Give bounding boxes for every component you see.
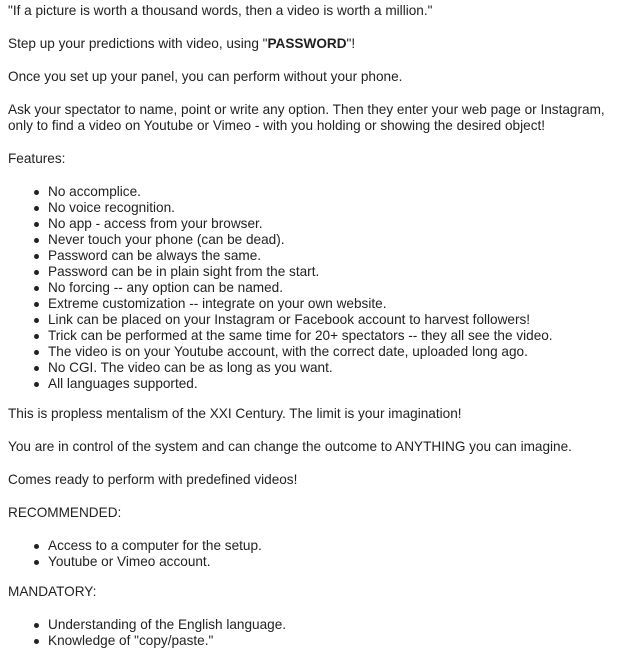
list-item: Password can be in plain sight from the start. xyxy=(48,264,633,280)
list-item: Understanding of the English language. xyxy=(48,617,633,633)
list-item: Knowledge of "copy/paste." xyxy=(48,633,633,649)
list-item: All languages supported. xyxy=(48,376,633,392)
mandatory-heading: MANDATORY: xyxy=(8,584,97,599)
intro-text xyxy=(8,36,633,52)
list-item: No app - access from your browser. xyxy=(48,216,633,232)
list-item: Trick can be performed at the same time for 20+ spectators -- they all see the video. xyxy=(48,328,633,344)
list-item: No voice recognition. xyxy=(48,200,633,216)
list-item: No forcing -- any option can be named. xyxy=(48,280,633,296)
setup-text: Once you set up your panel, you can perform without your phone. xyxy=(8,69,403,84)
intro-after: "! xyxy=(346,36,356,51)
list-item: Password can be always the same. xyxy=(48,248,633,264)
list-item: Access to a computer for the setup. xyxy=(48,538,633,554)
ready-text: Comes ready to perform with predefined videos! xyxy=(8,472,298,487)
list-item: No CGI. The video can be as long as you want. xyxy=(48,360,633,376)
mandatory-list xyxy=(8,617,633,649)
list-item: Link can be placed on your Instagram or Facebook account to harvest followers! xyxy=(48,312,633,328)
features-list xyxy=(8,184,633,392)
description-text: Ask your spectator to name, point or write any option. Then they enter your web page or Instagram, only to find a video on Youtube or Vimeo - with you holding or showing the desired object! xyxy=(8,102,605,133)
recommended-list xyxy=(8,538,633,570)
intro-before: Step up your predictions with video, using " xyxy=(8,36,268,51)
list-item: The video is on your Youtube account, with the correct date, uploaded long ago. xyxy=(48,344,633,360)
recommended-heading: RECOMMENDED: xyxy=(8,505,122,520)
list-item: Extreme customization -- integrate on your own website. xyxy=(48,296,633,312)
list-item: Youtube or Vimeo account. xyxy=(48,554,633,570)
password-keyword: PASSWORD xyxy=(267,36,347,51)
list-item: No accomplice. xyxy=(48,184,633,200)
propless-text: This is propless mentalism of the XXI Century. The limit is your imagination! xyxy=(8,406,462,421)
quote-text: "If a picture is worth a thousand words, then a video is worth a million." xyxy=(8,3,433,18)
product-description xyxy=(8,3,633,663)
control-text: You are in control of the system and can change the outcome to ANYTHING you can imagine. xyxy=(8,439,572,454)
features-heading: Features: xyxy=(8,151,66,166)
list-item: Never touch your phone (can be dead). xyxy=(48,232,633,248)
